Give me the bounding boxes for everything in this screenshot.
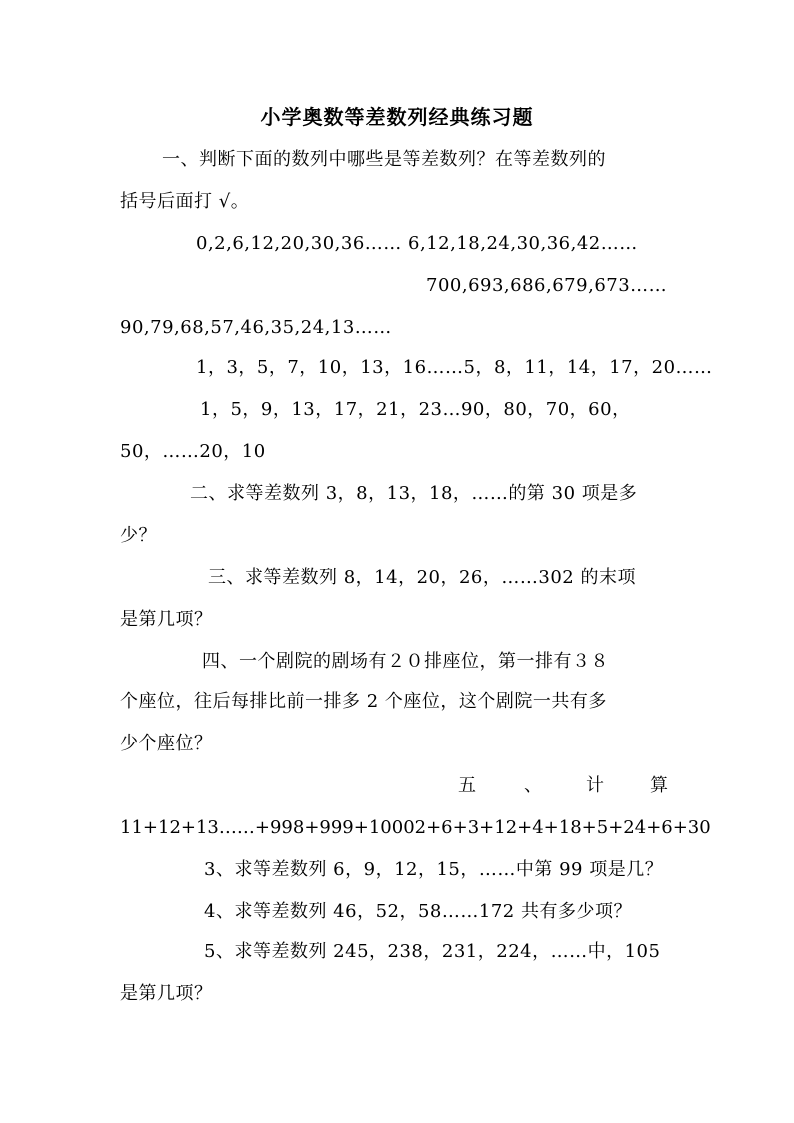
question-2-line-2: 少？ — [120, 525, 157, 546]
sequence-line-6: 50，……20，10 — [120, 441, 266, 462]
sequence-line-3: 90,79,68,57,46,35,24,13…… — [120, 317, 392, 338]
question-1-line-2: 括号后面打 √。 — [120, 191, 250, 212]
question-5-4-line: 4、求等差数列 46，52，58……172 共有多少项？ — [204, 901, 632, 922]
question-5-heading — [0, 774, 794, 798]
page-title: 小学奥数等差数列经典练习题 — [260, 105, 534, 129]
question-3-line-1: 三、求等差数列 8，14，20，26，……302 的末项 — [208, 567, 636, 588]
heading-char-suan: 算 — [650, 775, 668, 796]
heading-char-five: 五 — [458, 775, 476, 796]
question-2-line-1: 二、求等差数列 3，8，13，18，……的第 30 项是多 — [190, 483, 638, 504]
question-4-line-3: 少个座位？ — [120, 733, 213, 754]
heading-char-comma: 、 — [524, 775, 542, 796]
sequence-line-2: 700,693,686,679,673…… — [426, 275, 668, 296]
sequence-line-5: 1，5，9，13，17，21，23…90，80，70，60， — [200, 399, 631, 420]
question-5-5-line-1: 5、求等差数列 245，238，231，224，……中，105 — [204, 941, 661, 962]
sequence-line-1: 0,2,6,12,20,30,36…… 6,12,18,24,30,36,42…… — [196, 233, 638, 254]
question-4-line-1: 四、一个剧院的剧场有２０排座位，第一排有３８ — [202, 651, 609, 672]
question-5-5-line-2: 是第几项？ — [120, 983, 213, 1004]
question-3-line-2: 是第几项？ — [120, 609, 213, 630]
calculation-line: 11+12+13……+998+999+10002+6+3+12+4+18+5+24+6+30 — [120, 817, 711, 838]
question-5-3-line: 3、求等差数列 6，9，12，15，……中第 99 项是几？ — [204, 859, 664, 880]
question-4-line-2: 个座位，往后每排比前一排多 2 个座位，这个剧院一共有多 — [120, 691, 607, 712]
question-1-line-1: 一、判断下面的数列中哪些是等差数列？在等差数列的 — [162, 149, 606, 170]
sequence-line-4: 1，3，5，7，10，13，16……5，8，11，14，17，20…… — [196, 357, 713, 378]
heading-char-ji: 计 — [586, 775, 604, 796]
